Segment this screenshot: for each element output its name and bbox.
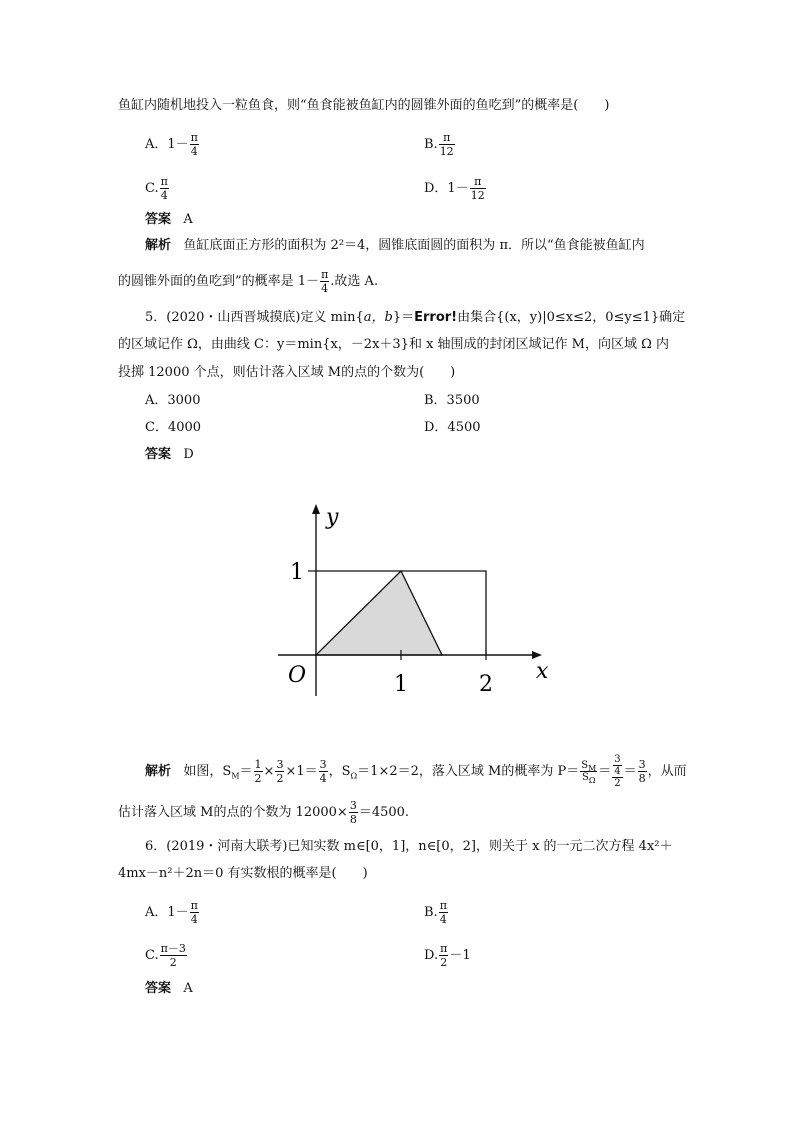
region-m-triangle [316,571,442,655]
y-axis-arrow-icon [312,504,320,514]
q5-answer: 答案 D [145,447,194,462]
q5-stem-line3: 投掷 12000 个点，则估计落入区域 M的点的个数为( ) [118,365,456,380]
q4-option-a: A．1－ $\frac{\pi}{4}$ [145,131,198,158]
q5-option-b: B．3500 [424,393,480,408]
x-tick-label-2: 2 [479,672,493,697]
q6-stem-line2: 4mx－n²＋2n＝0 有实数根的概率是( ) [118,866,368,881]
q4-option-b: B. $\frac{\pi}{12}$ [424,131,454,158]
region-figure [270,500,560,700]
q4-analysis-line1: 解析 鱼缸底面正方形的面积为 2²＝4，圆锥底面圆的面积为 π．所以“鱼食能被鱼缸内 [145,238,645,253]
y-axis-label: y [326,505,339,530]
q5-stem-line1: 5．(2020・山西晋城摸底)定义 min{a，b}＝Error!由集合{(x，y)|0≤x≤2，0≤y≤1}确定 [145,310,686,325]
q6-stem-line1: 6．(2019・河南大联考)已知实数 m∈[0，1]，n∈[0，2]，则关于 x 的一元二次方程 4x²＋ [145,839,673,854]
q5-option-d: D．4500 [424,420,481,435]
x-tick-label-1: 1 [394,672,408,697]
q6-answer: 答案 A [145,981,193,996]
origin-label: O [288,663,307,688]
q6-option-a: A．1－ $\frac{\pi}{4}$ [145,899,198,926]
q5-stem-line2: 的区域记作 Ω，由曲线 C：y＝min{x，－2x＋3}和 x 轴围成的封闭区域记作 M，向区域 Ω 内 [118,337,670,352]
stacked-fraction: 3 4 2 [614,754,621,789]
q4-analysis-line2: 的圆锥外面的鱼吃到”的概率是 1－ $\frac{\pi}{4}$ .故选 A. [118,268,379,295]
q6-option-d: D. $\frac{\pi}{2}$ －1 [424,942,471,969]
q6-option-b: B. $\frac{\pi}{4}$ [424,899,447,926]
q5-option-c: C．4000 [145,420,202,435]
q5-option-a: A．3000 [145,393,201,408]
q4-stem: 鱼缸内随机地投入一粒鱼食，则“鱼食能被鱼缸内的圆锥外面的鱼吃到”的概率是( ) [118,98,610,113]
x-axis-label: x [536,659,549,684]
q4-option-c: C. $\frac{\pi}{4}$ [145,175,168,202]
q4-answer: 答案 A [145,212,193,227]
y-tick-label-1: 1 [290,560,304,585]
q4-option-d: D．1－ $\frac{\pi}{12}$ [424,175,485,202]
probability-ratio: $\frac{S_M}{S_\Omega}$ [581,760,597,785]
q5-analysis-line1: 解析 如图，$S_M=$ $\frac{1}{2}$ × $\frac{3}{2}$ ×1＝ $\frac{3}{4}$ ，$S_\Omega=1\times 2=2$，落入区域 M的概率为 P＝ $\frac{S_M}{S_\Omega}$ ＝ 3 4 2 ＝ $\frac{3}{8}$ ，从而 [145,754,687,789]
q6-option-c: C. $\frac{\pi-3}{2}$ [145,942,186,969]
x-axis-arrow-icon [532,651,542,659]
q5-analysis-line2: 估计落入区域 M的点的个数为 12000× $\frac{3}{8}$ ＝4500. [118,799,410,826]
